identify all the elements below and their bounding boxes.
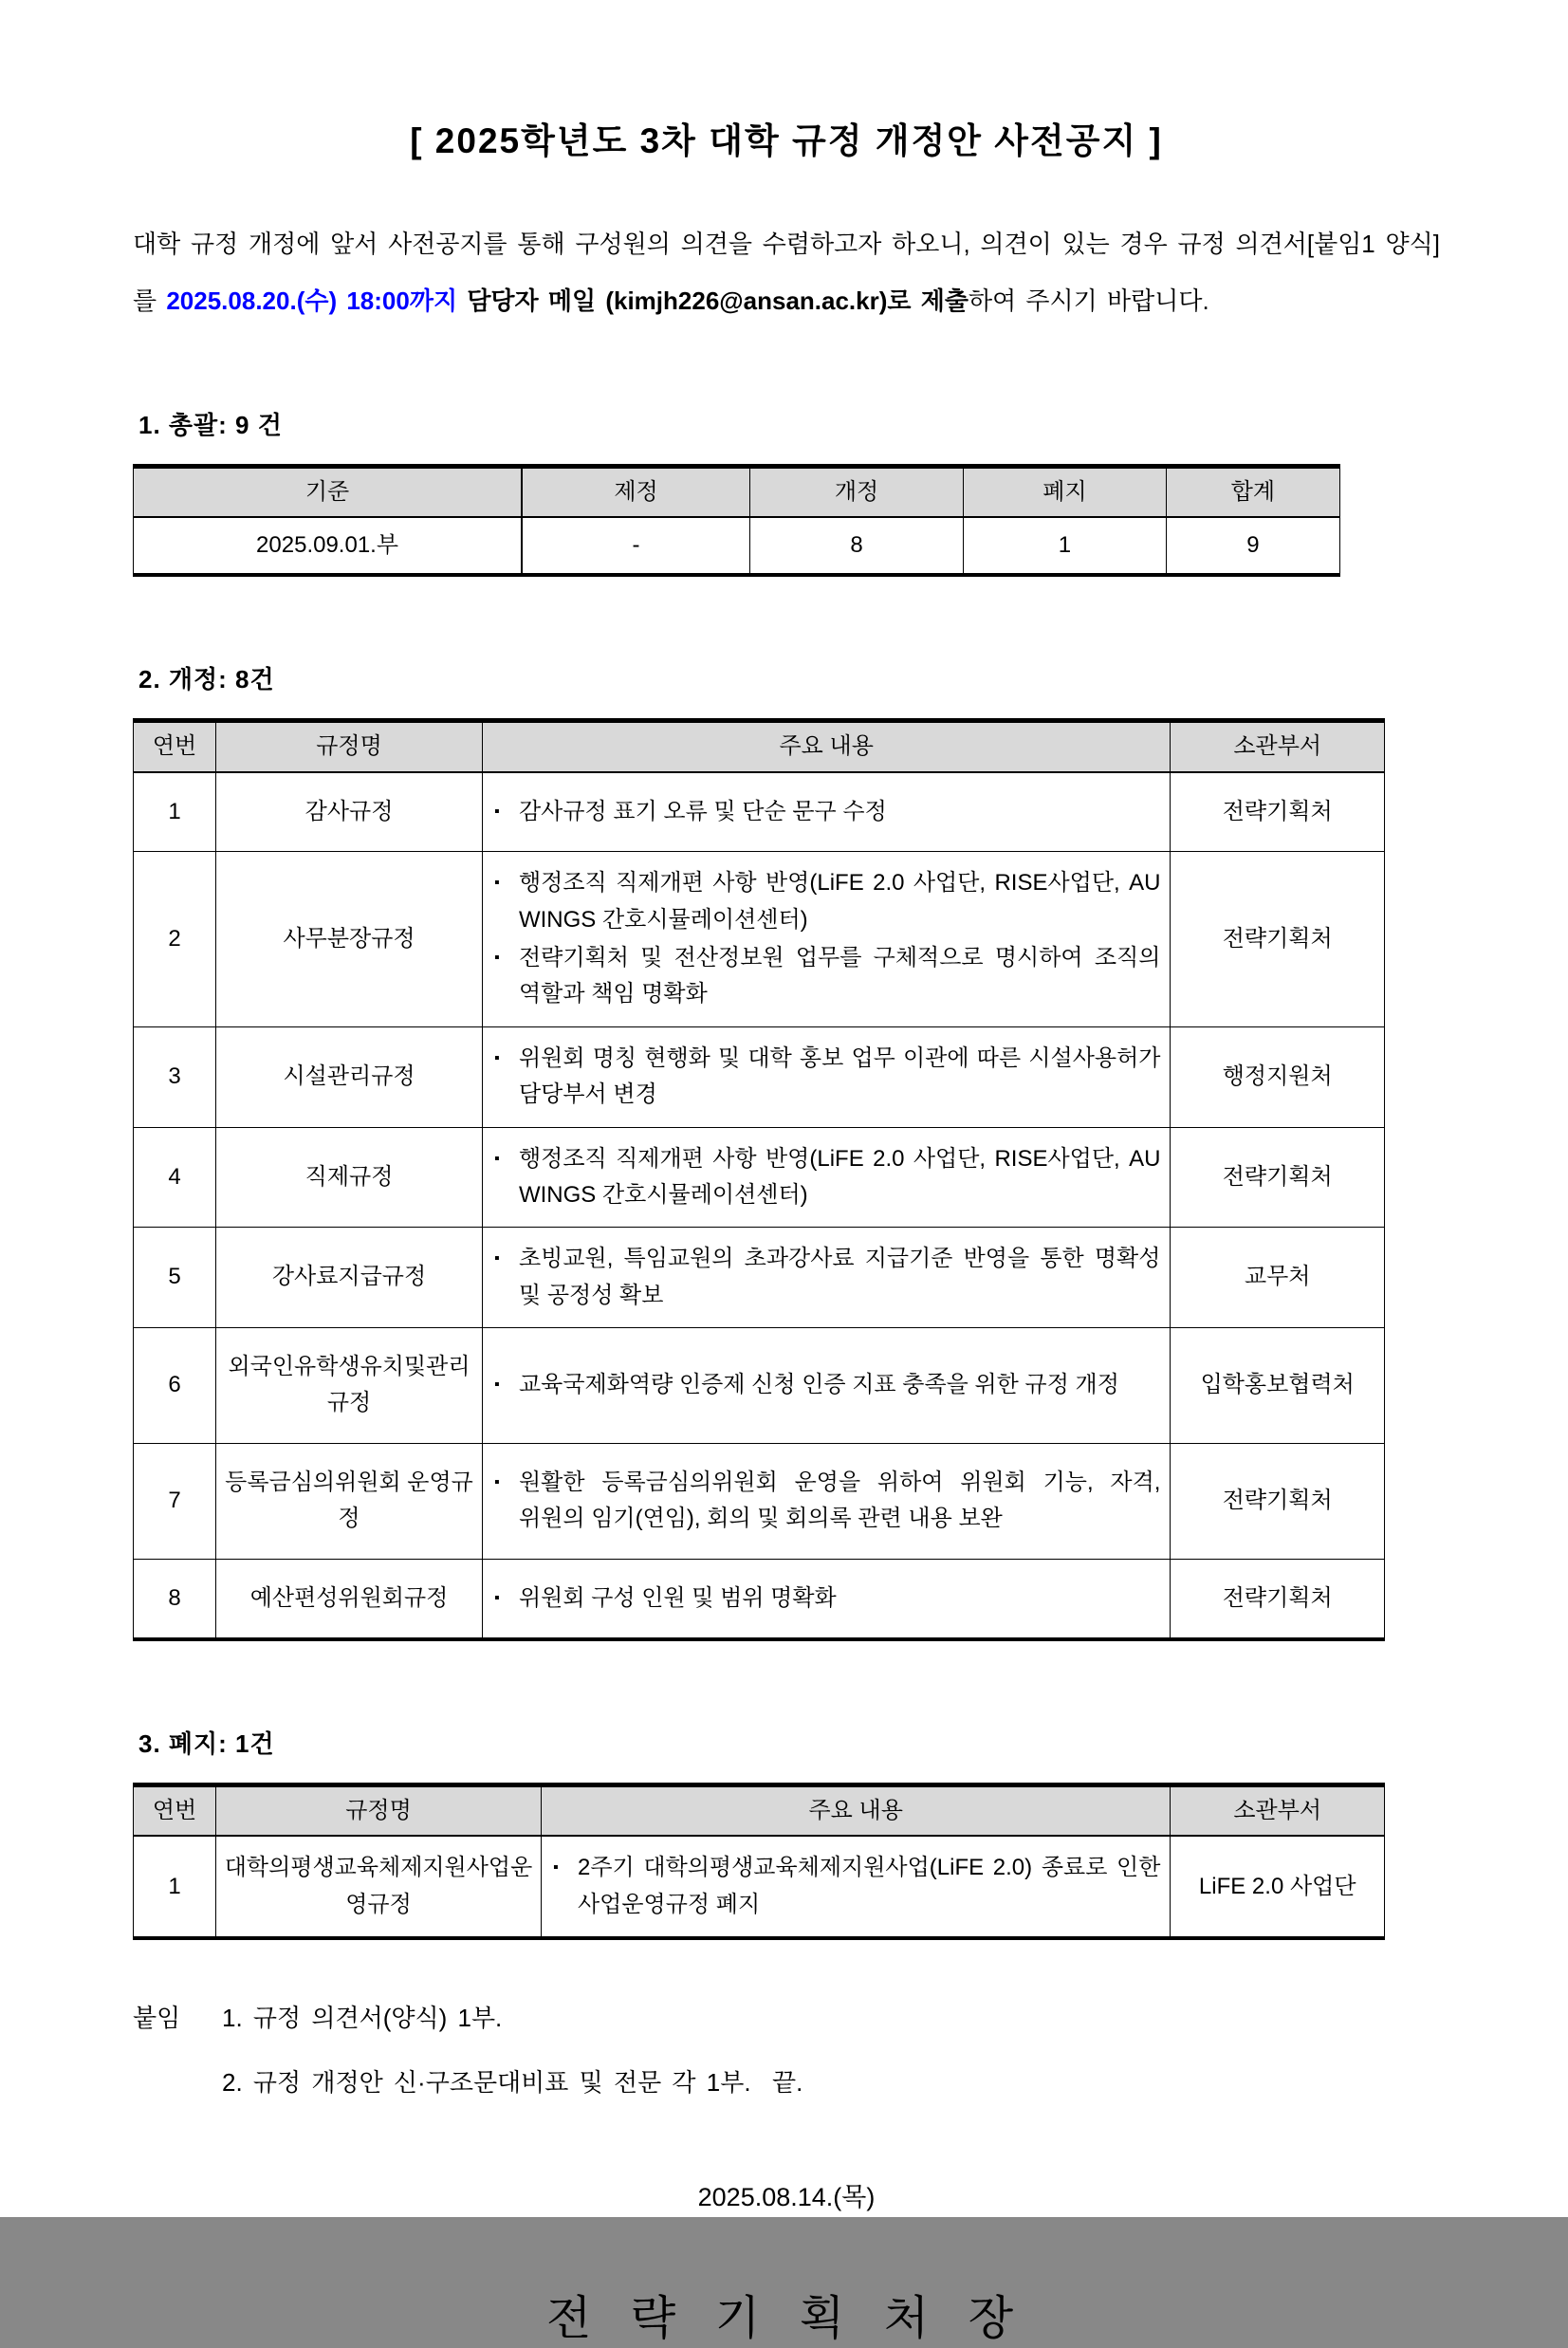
- regulation-name: 감사규정: [216, 772, 483, 852]
- row-no: 8: [134, 1559, 216, 1639]
- content-item: ▪ 교육국제화역량 인증제 신청 인증 지표 충족을 위한 규정 개정: [494, 1367, 1160, 1403]
- bullet-icon: ▪: [493, 875, 500, 892]
- summary-header-basis: 기준: [134, 466, 523, 517]
- regulation-content: [482, 772, 1170, 852]
- content-item: ▪ 전략기획처 및 전산정보원 업무를 구체적으로 명시하여 조직의 역할과 책임 명확화: [494, 940, 1160, 1013]
- bullet-icon: ▪: [493, 949, 500, 966]
- amendments-header-row: [134, 721, 1385, 772]
- table-row: [134, 1559, 1385, 1639]
- abolition-header-no: 연번: [134, 1785, 216, 1837]
- contact-email-text: 담당자 메일 (kimjh226@ansan.ac.kr)로 제출: [457, 286, 968, 315]
- amendments-table: [133, 718, 1385, 1641]
- row-no: 6: [134, 1328, 216, 1444]
- attachments-label: 붙임: [133, 2004, 181, 2033]
- owner-department: LiFE 2.0 사업단: [1171, 1836, 1385, 1938]
- row-no: 4: [134, 1127, 216, 1228]
- section2-heading: 2. 개정: 8건: [138, 665, 275, 694]
- content-item: ▪ 2주기 대학의평생교육체제지원사업(LiFE 2.0) 종료로 인한 사업운영규정 폐지: [553, 1850, 1160, 1923]
- document-date: 2025.08.14.(목): [697, 2182, 876, 2211]
- regulation-content: [482, 1127, 1170, 1228]
- section-amendments: [133, 660, 1440, 1641]
- regulation-content: [482, 1228, 1170, 1328]
- summary-total-value: 9: [1166, 517, 1339, 575]
- table-row: [134, 772, 1385, 852]
- attachments-list: [222, 1999, 1440, 2102]
- signature-title: 전 략 기 획 처 장: [545, 2292, 1027, 2344]
- bullet-icon: ▪: [493, 1377, 500, 1394]
- attachment-item: 1. 규정 의견서(양식) 1부.: [222, 2004, 503, 2033]
- owner-department: 전략기획처: [1171, 772, 1385, 852]
- summary-header-amended: 개정: [749, 466, 963, 517]
- row-no: 5: [134, 1228, 216, 1328]
- regulation-name: 강사료지급규정: [216, 1228, 483, 1328]
- table-row: [134, 852, 1385, 1027]
- row-no: 3: [134, 1026, 216, 1127]
- summary-data-row: [134, 517, 1340, 575]
- regulation-content: [482, 1559, 1170, 1639]
- summary-header-abolished: 폐지: [964, 466, 1167, 517]
- bullet-icon: ▪: [493, 803, 500, 820]
- regulation-name: 직제규정: [216, 1127, 483, 1228]
- amendments-header-content: 주요 내용: [482, 721, 1170, 772]
- summary-basis-value: 2025.09.01.부: [134, 517, 523, 575]
- intro-paragraph: [133, 216, 1440, 330]
- table-row: [134, 1836, 1385, 1938]
- section-summary: [133, 406, 1440, 578]
- deadline-text: 2025.08.20.(수) 18:00까지: [166, 286, 458, 315]
- summary-enacted-value: -: [522, 517, 749, 575]
- summary-amended-value: 8: [749, 517, 963, 575]
- regulation-content: [482, 1443, 1170, 1559]
- summary-header-total: 합계: [1166, 466, 1339, 517]
- row-no: 7: [134, 1443, 216, 1559]
- abolition-header-row: [134, 1785, 1385, 1837]
- content-item: ▪ 행정조직 직제개편 사항 반영(LiFE 2.0 사업단, RISE사업단, AU WINGS 간호시뮬레이션센터): [494, 865, 1160, 938]
- owner-department: 행정지원처: [1171, 1026, 1385, 1127]
- regulation-name: 예산편성위원회규정: [216, 1559, 483, 1639]
- row-no: 1: [134, 772, 216, 852]
- summary-header-enacted: 제정: [522, 466, 749, 517]
- abolition-header-content: 주요 내용: [541, 1785, 1170, 1837]
- amendments-header-no: 연번: [134, 721, 216, 772]
- regulation-content: [482, 1026, 1170, 1127]
- summary-abolished-value: 1: [964, 517, 1167, 575]
- section1-heading: 1. 총괄: 9 건: [138, 410, 283, 439]
- regulation-name: 사무분장규정: [216, 852, 483, 1027]
- owner-department: 전략기획처: [1171, 852, 1385, 1027]
- summary-header-row: [134, 466, 1340, 517]
- row-no: 2: [134, 852, 216, 1027]
- table-row: [134, 1228, 1385, 1328]
- regulation-name: 외국인유학생유치및관리규정: [216, 1328, 483, 1444]
- regulation-content: [482, 852, 1170, 1027]
- table-row: [134, 1443, 1385, 1559]
- abolition-header-dept: 소관부서: [1171, 1785, 1385, 1837]
- owner-department: 전략기획처: [1171, 1127, 1385, 1228]
- regulation-name: 대학의평생교육체제지원사업운영규정: [216, 1836, 542, 1938]
- regulation-content: [541, 1836, 1170, 1938]
- amendments-header-dept: 소관부서: [1171, 721, 1385, 772]
- intro-text-lead: 대학 규정 개정에 앞서 사전공지를 통해 구성원의 의견을 수렴하고자 하오니, 의견이 있는 경우 규정 의견서[붙임1 양식]를: [133, 230, 1440, 315]
- summary-table: [133, 464, 1340, 578]
- content-item: ▪ 초빙교원, 특임교원의 초과강사료 지급기준 반영을 통한 명확성 및 공정성 확보: [494, 1241, 1160, 1314]
- owner-department: 교무처: [1171, 1228, 1385, 1328]
- amendments-header-name: 규정명: [216, 721, 483, 772]
- abolition-table: [133, 1783, 1385, 1940]
- table-row: [134, 1127, 1385, 1228]
- attachments-block: [133, 1999, 1440, 2102]
- content-item: ▪ 원활한 등록금심의위원회 운영을 위하여 위원회 기능, 자격, 위원의 임기(연임), 회의 및 회의록 관련 내용 보완: [494, 1465, 1160, 1538]
- table-row: [134, 1328, 1385, 1444]
- regulation-name: 시설관리규정: [216, 1026, 483, 1127]
- content-item: ▪ 행정조직 직제개편 사항 반영(LiFE 2.0 사업단, RISE사업단, AU WINGS 간호시뮬레이션센터): [494, 1141, 1160, 1214]
- owner-department: 입학홍보협력처: [1171, 1328, 1385, 1444]
- row-no: 1: [134, 1836, 216, 1938]
- section3-heading: 3. 폐지: 1건: [138, 1729, 275, 1759]
- bullet-icon: ▪: [493, 1150, 500, 1167]
- page-title: [ 2025학년도 3차 대학 규정 개정안 사전공지 ]: [410, 121, 1163, 160]
- bullet-icon: ▪: [493, 1250, 500, 1267]
- content-item: ▪ 감사규정 표기 오류 및 단순 문구 수정: [494, 794, 1160, 830]
- owner-department: 전략기획처: [1171, 1443, 1385, 1559]
- bullet-icon: ▪: [493, 1473, 500, 1490]
- regulation-content: [482, 1328, 1170, 1444]
- content-item: ▪ 위원회 명칭 현행화 및 대학 홍보 업무 이관에 따른 시설사용허가 담당부서 변경: [494, 1041, 1160, 1114]
- section-abolition: [133, 1725, 1440, 1940]
- attachment-item: 2. 규정 개정안 신·구조문대비표 및 전문 각 1부. 끝.: [222, 2068, 803, 2098]
- owner-department: 전략기획처: [1171, 1559, 1385, 1639]
- bullet-icon: ▪: [493, 1589, 500, 1606]
- bullet-icon: ▪: [552, 1859, 559, 1877]
- intro-text-tail: 하여 주시기 바랍니다.: [968, 286, 1209, 315]
- bullet-icon: ▪: [493, 1049, 500, 1066]
- regulation-name: 등록금심의위원회 운영규정: [216, 1443, 483, 1559]
- content-item: ▪ 위원회 구성 인원 및 범위 명확화: [494, 1581, 1160, 1617]
- table-row: [134, 1026, 1385, 1127]
- abolition-header-name: 규정명: [216, 1785, 542, 1837]
